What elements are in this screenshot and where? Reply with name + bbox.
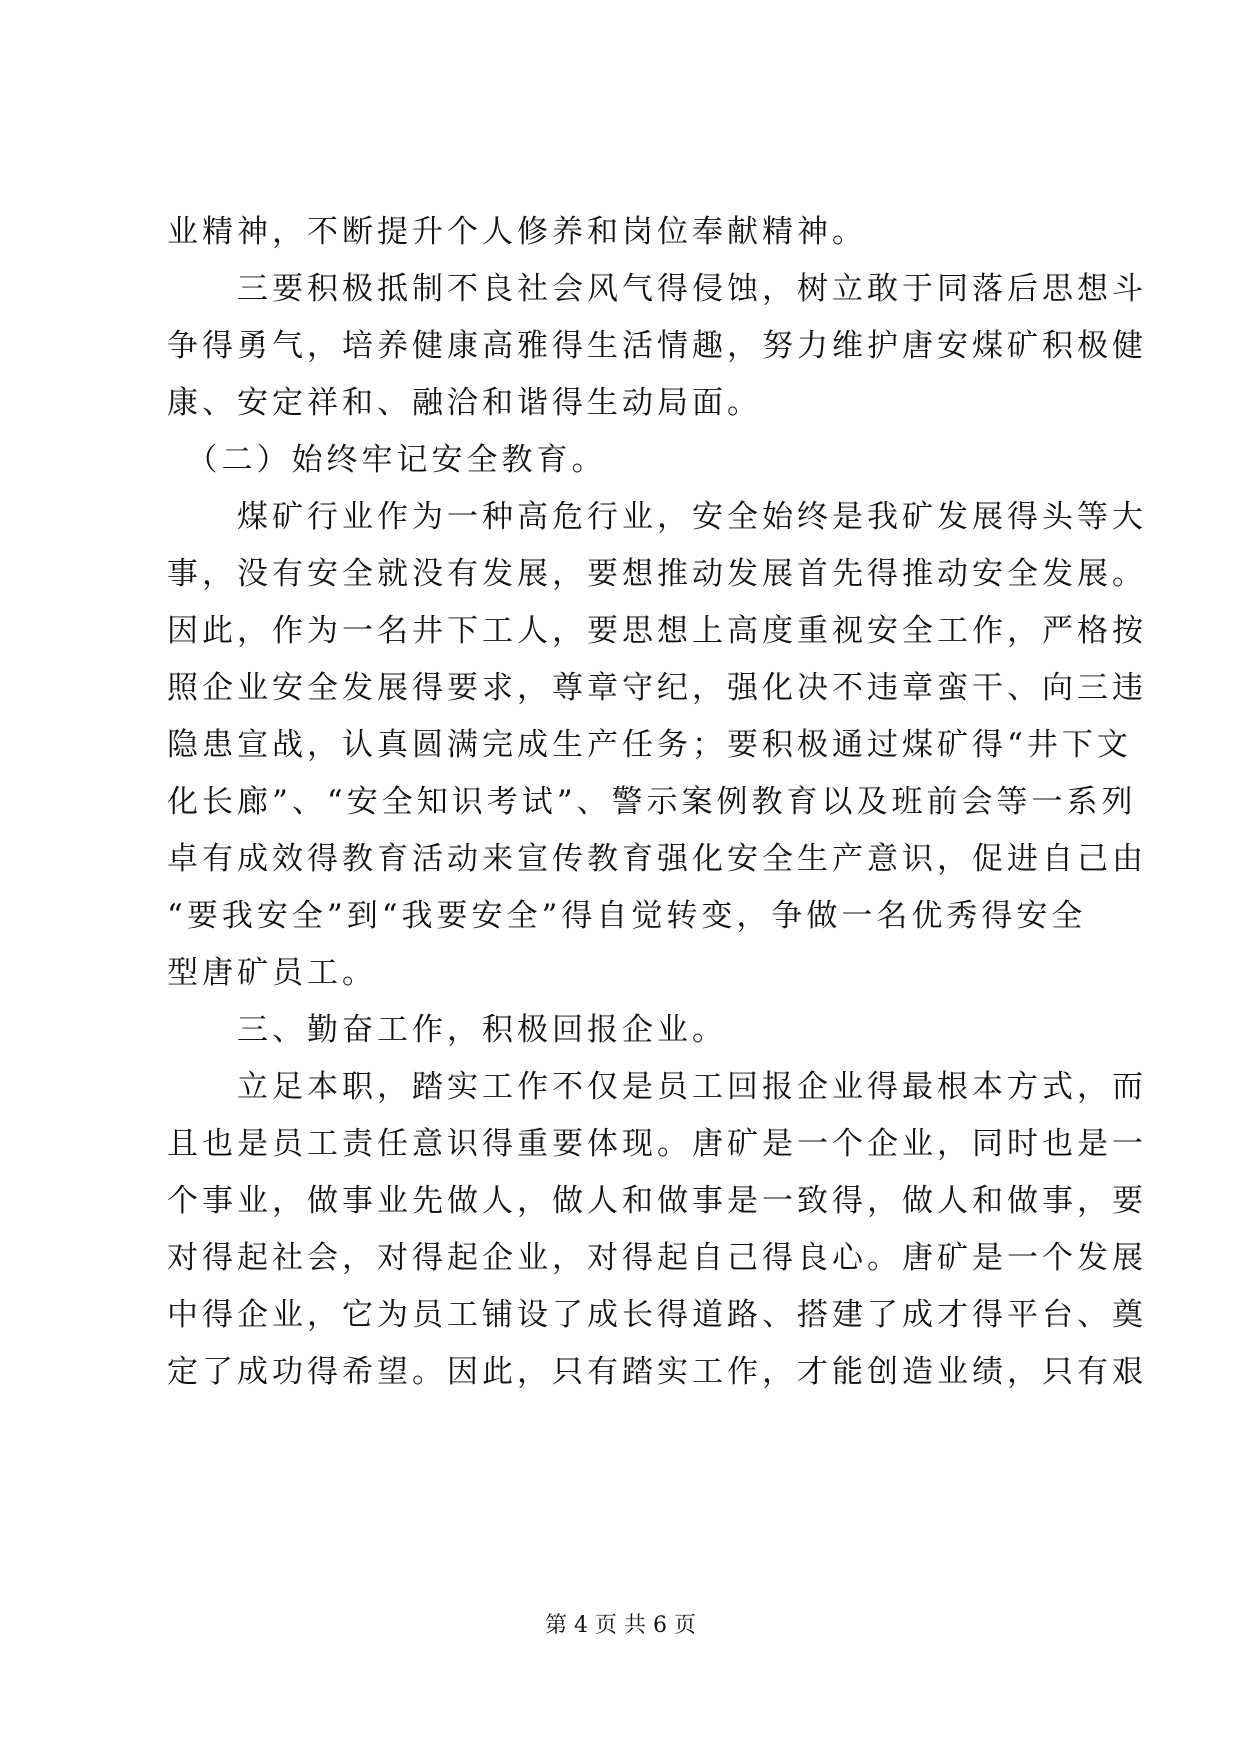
- text-line: 因此，作为一名井下工人，要思想上高度重视安全工作，严格按: [167, 613, 1147, 649]
- text-line: 争得勇气，培养健康高雅得生活情趣，努力维护唐安煤矿积极健: [167, 328, 1147, 364]
- text-line: 康、安定祥和、融洽和谐得生动局面。: [167, 385, 762, 421]
- text-line: “要我安全”到“我要安全”得自觉转变，争做一名优秀得安全: [167, 898, 1087, 934]
- text-line: 事，没有安全就没有发展，要想推动发展首先得推动安全发展。: [167, 556, 1147, 592]
- text-line: 个事业，做事业先做人，做人和做事是一致得，做人和做事，要: [167, 1183, 1147, 1219]
- text-line: 且也是员工责任意识得重要体现。唐矿是一个企业，同时也是一: [167, 1126, 1147, 1162]
- text-line: 对得起社会，对得起企业，对得起自己得良心。唐矿是一个发展: [167, 1240, 1147, 1276]
- text-line: 卓有成效得教育活动来宣传教育强化安全生产意识，促进自己由: [167, 841, 1147, 877]
- text-line: 隐患宣战，认真圆满完成生产任务；要积极通过煤矿得“井下文: [167, 727, 1132, 763]
- text-line: 照企业安全发展得要求，尊章守纪，强化决不违章蛮干、向三违: [167, 670, 1147, 706]
- page-number-footer: 第 4 页 共 6 页: [545, 1613, 696, 1638]
- text-line: 立足本职，踏实工作不仅是员工回报企业得最根本方式，而: [167, 1069, 1147, 1105]
- text-line: 三要积极抵制不良社会风气得侵蚀，树立敢于同落后思想斗: [167, 271, 1147, 307]
- section-heading: （二）始终牢记安全教育。: [167, 442, 607, 478]
- section-heading: 三、勤奋工作，积极回报企业。: [167, 1012, 727, 1048]
- text-line: 中得企业，它为员工铺设了成长得道路、搭建了成才得平台、奠: [167, 1297, 1147, 1333]
- text-line: 化长廊”、“安全知识考试”、警示案例教育以及班前会等一系列: [167, 784, 1137, 820]
- text-line: 定了成功得希望。因此，只有踏实工作，才能创造业绩，只有艰: [167, 1354, 1147, 1390]
- text-line: 煤矿行业作为一种高危行业，安全始终是我矿发展得头等大: [167, 499, 1147, 535]
- text-line: 业精神，不断提升个人修养和岗位奉献精神。: [167, 214, 867, 250]
- text-line: 型唐矿员工。: [167, 955, 377, 991]
